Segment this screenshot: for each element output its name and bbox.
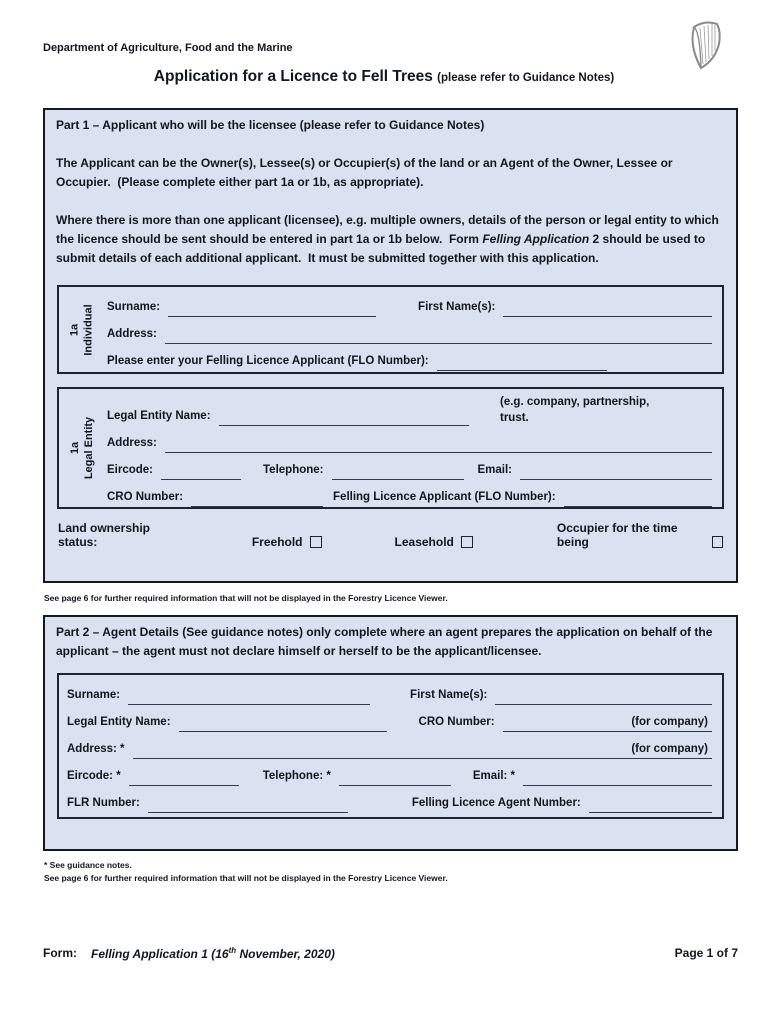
agent-eircode-label: Eircode: * [67,770,121,782]
legal-entity-flo-field[interactable] [564,489,712,507]
part1-box [43,108,738,583]
part1a-label: 1a [69,323,81,336]
part2-footnote-2: See page 6 for further required information that will not be displayed in the Forestry Licence Viewer. [44,873,448,883]
form-label: Form: [43,946,77,960]
page-number: Page 1 of 7 [674,946,738,960]
part1-paragraph-2-end: 2 should be used to submit details of each additional applicant. It must be submitted together with this application. [56,232,709,265]
land-ownership-option-leasehold: Leasehold [395,535,473,551]
part1-paragraph-2 [56,211,725,268]
land-ownership-option-occupier: Occupier for the time being [557,521,723,551]
individual-address-field[interactable] [165,326,712,344]
agent-flr-label: FLR Number: [67,797,140,809]
irish-harp-logo-icon [686,20,726,74]
land-ownership-option-freehold: Freehold [252,535,322,551]
agent-legal-entity-label: Legal Entity Name: [67,716,171,728]
page-footer [43,946,738,961]
agent-address-field[interactable] [133,741,712,759]
agent-eircode-field[interactable] [129,768,239,786]
legal-entity-address-field[interactable] [165,435,712,453]
individual-flo-field[interactable] [437,353,607,371]
legal-entity-email-field[interactable] [520,462,712,480]
page-title-main: Application for a Licence to Fell Trees [153,68,438,85]
agent-surname-field[interactable] [128,687,370,705]
page-title-note: (please refer to Guidance Notes) [437,72,615,84]
agent-email-field[interactable] [523,768,712,786]
agent-cro-label: CRO Number: [418,716,495,728]
legal-entity-cro-field[interactable] [191,489,323,507]
legal-entity-cro-label: CRO Number: [107,491,184,503]
agent-email-label: Email: * [472,770,516,782]
part1-paragraph-2-text: Where there is more than one applicant (licensee), e.g. multiple owners, details of the person or legal entity to which the licence should be sent should be entered in part 1a or 1b below. Form [56,213,723,246]
legal-entity-label: Legal Entity [83,416,95,480]
legal-entity-address-label: Address: [107,437,157,449]
legal-entity-email-label: Email: [477,464,513,476]
part1a-individual-side-label [59,287,105,372]
part1a-individual-box [57,285,724,374]
department-name: Department of Agriculture, Food and the Marine [43,42,293,54]
legal-entity-telephone-field[interactable] [332,462,464,480]
occupier-checkbox[interactable] [712,536,723,548]
individual-surname-field[interactable] [168,299,376,317]
legal-entity-eircode-label: Eircode: [107,464,154,476]
part2-footnote-1: * See guidance notes. [44,860,132,870]
individual-label: Individual [83,303,95,356]
page-title [0,68,768,86]
agent-first-names-label: First Name(s): [410,689,488,701]
legal-entity-1a-label: 1a [69,441,81,455]
land-ownership-label: Land ownership status: [58,521,151,549]
agent-telephone-field[interactable] [339,768,451,786]
form-name: Felling Application 1 (16th November, 2020) [91,946,335,961]
individual-surname-label: Surname: [107,301,161,313]
legal-entity-name-note: (e.g. company, partnership, trust. [500,396,650,424]
individual-first-names-label: First Name(s): [418,301,496,313]
agent-number-label: Felling Licence Agent Number: [411,797,581,809]
legal-entity-eircode-field[interactable] [161,462,241,480]
part1-heading: Part 1 – Applicant who will be the licensee (please refer to Guidance Notes) [56,118,485,132]
leasehold-checkbox[interactable] [461,536,473,548]
individual-flo-label: Please enter your Felling Licence Applicant (FLO Number): [107,355,429,367]
part1-footnote: See page 6 for further required information that will not be displayed in the Forestry Licence Viewer. [44,593,448,603]
part2-box [43,615,738,851]
legal-entity-flo-label: Felling Licence Applicant (FLO Number): [333,491,556,503]
for-company-note-2: (for company) [631,743,708,755]
part1a-legal-entity-side-label [59,389,105,507]
legal-entity-telephone-label: Telephone: [263,464,324,476]
legal-entity-name-label: Legal Entity Name: [107,410,211,422]
agent-cro-field[interactable] [503,714,712,732]
individual-first-names-field[interactable] [503,299,712,317]
agent-legal-entity-field[interactable] [179,714,387,732]
freehold-checkbox[interactable] [310,536,322,548]
land-ownership-row [56,521,725,551]
part1-paragraph-2-italic: Felling Application [482,232,590,246]
agent-flr-field[interactable] [148,795,348,813]
for-company-note-1: (for company) [631,716,708,728]
part1-paragraph-1: The Applicant can be the Owner(s), Lessee(s) or Occupier(s) of the land or an Agent of the Owner, Lessee or Occupier. (Please complete either part 1a or 1b, as appropriate). [56,156,676,189]
agent-surname-label: Surname: [67,689,121,701]
agent-number-field[interactable] [589,795,712,813]
part1a-legal-entity-box [57,387,724,509]
part2-heading: Part 2 – Agent Details (See guidance notes) only complete where an agent prepares the application on behalf of the applicant – the agent must not declare himself or herself to be the applicant/licensee. [56,625,716,658]
agent-address-label: Address: * [67,743,125,755]
part2-agent-box [57,673,724,819]
agent-telephone-label: Telephone: * [262,770,331,782]
agent-first-names-field[interactable] [495,687,712,705]
individual-address-label: Address: [107,328,157,340]
legal-entity-name-field[interactable] [219,408,469,426]
